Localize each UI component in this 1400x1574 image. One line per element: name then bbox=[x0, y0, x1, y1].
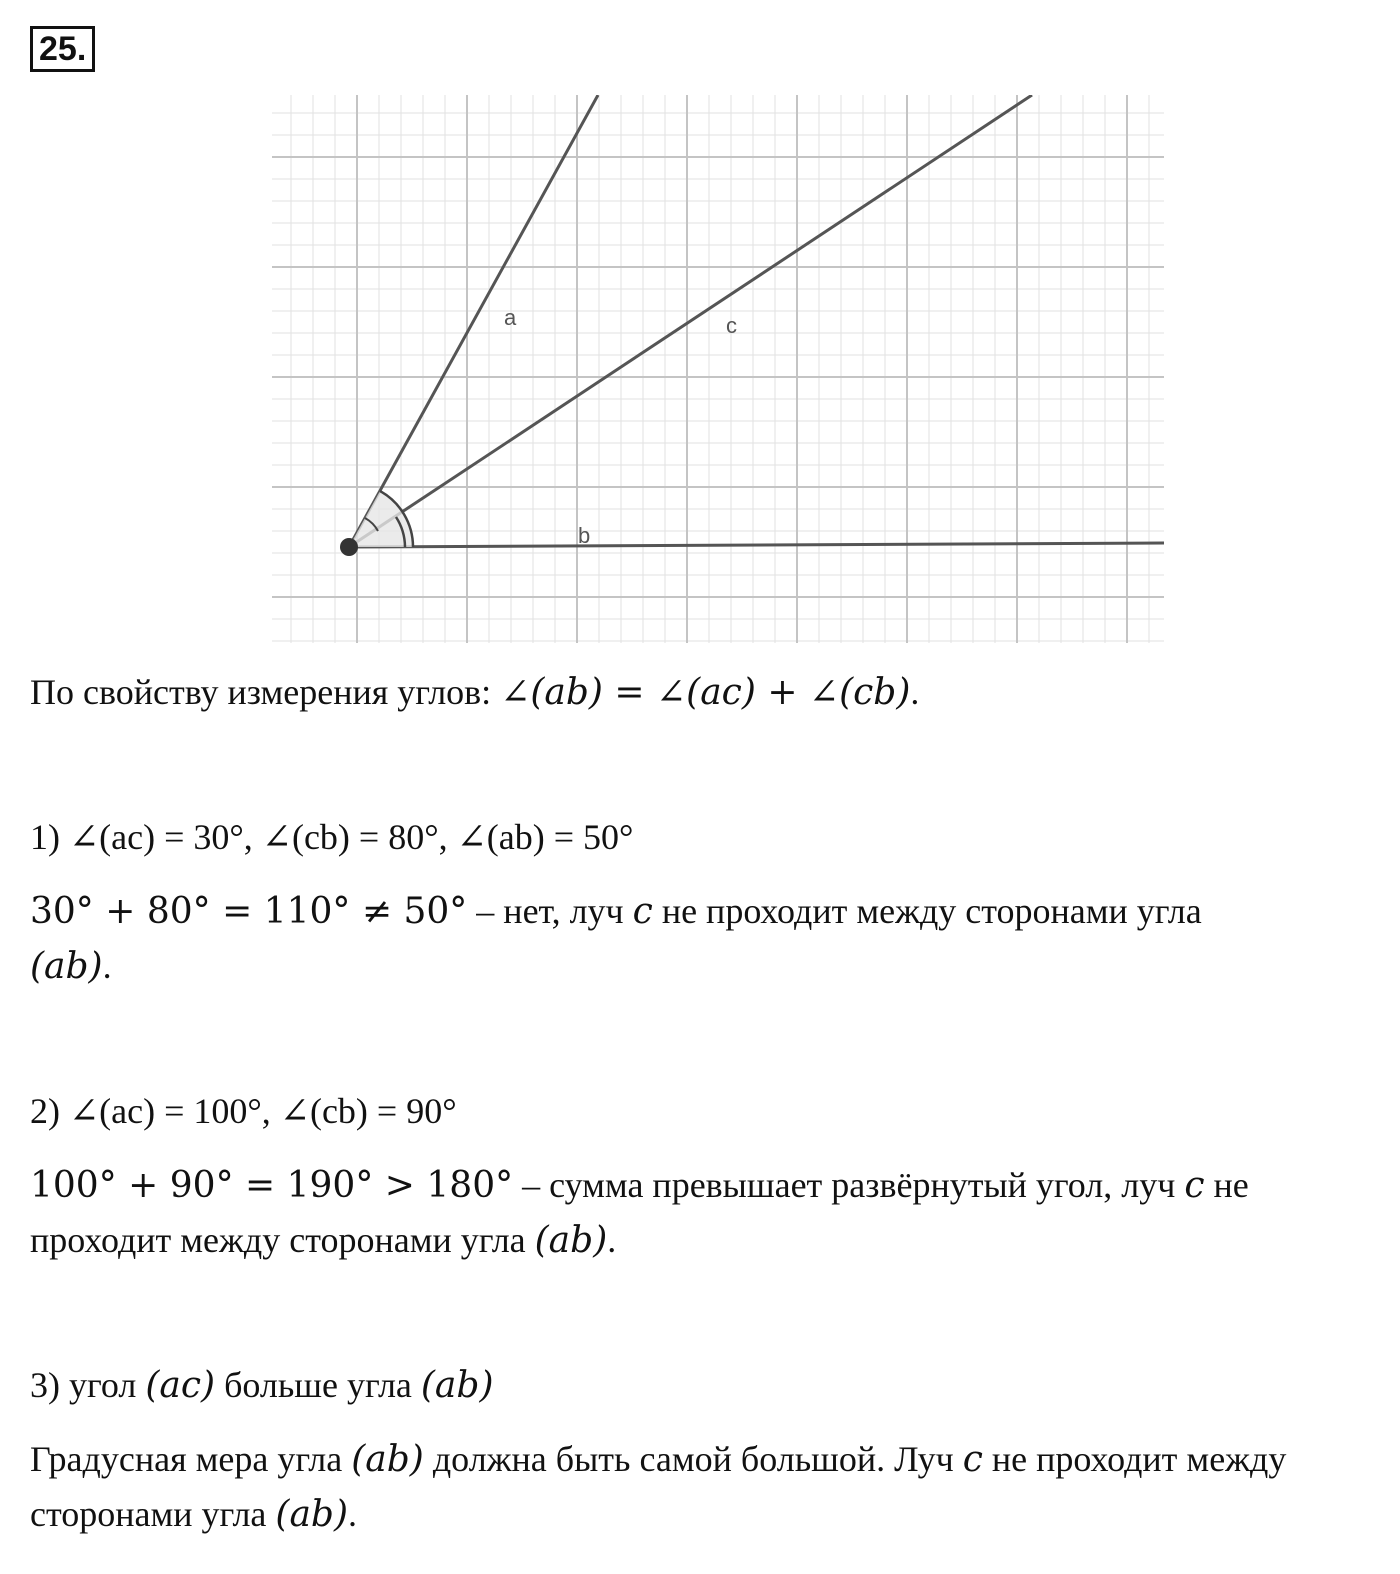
case1-text-b: не проходит между сторонами угла bbox=[652, 891, 1202, 931]
case2-text-b: не проходит между сторонами угла bbox=[30, 1165, 1249, 1260]
intro-line bbox=[30, 665, 1375, 720]
label-c: c bbox=[726, 313, 737, 338]
case2-given: 2) ∠(ac) = 100°, ∠(cb) = 90° bbox=[30, 1091, 457, 1131]
label-b: b bbox=[578, 523, 591, 548]
case1-angle: (ab) bbox=[30, 946, 103, 987]
case2-text-a: – сумма превышает развёрнутый угол, луч bbox=[513, 1165, 1185, 1205]
case3-middle: больше угла bbox=[215, 1365, 421, 1405]
case2-ray: c bbox=[1184, 1165, 1205, 1206]
ray-b bbox=[349, 543, 1164, 547]
problem-number: 25. bbox=[30, 26, 95, 72]
case1-given: 1) ∠(ac) = 30°, ∠(cb) = 80°, ∠(ab) = 50° bbox=[30, 817, 634, 857]
case3-text-c: не проходит между сторонами угла bbox=[30, 1439, 1287, 1534]
case1-calc: 30° + 80° = 110° ≠ 50° bbox=[30, 891, 468, 932]
ray-a bbox=[349, 95, 598, 547]
case3-prefix: 3) угол bbox=[30, 1365, 146, 1405]
intro-text: По свойству измерения углов: bbox=[30, 672, 501, 712]
vertex-point bbox=[340, 538, 358, 556]
case3-text-a: Градусная мера угла bbox=[30, 1439, 352, 1479]
case2-calc: 100° + 90° = 190° > 180° bbox=[30, 1165, 514, 1206]
minor-grid bbox=[272, 95, 1164, 643]
case1-explanation bbox=[30, 884, 1375, 994]
case3-angle3: (ab) bbox=[351, 1439, 424, 1480]
intro-formula: ∠(ab) = ∠(ac) + ∠(cb) bbox=[500, 672, 911, 713]
case2-end: . bbox=[607, 1220, 617, 1260]
case3-end: . bbox=[348, 1494, 358, 1534]
case3-angle4: (ab) bbox=[275, 1494, 349, 1535]
case1-end: . bbox=[102, 946, 112, 986]
label-a: a bbox=[504, 305, 517, 330]
case2-explanation bbox=[30, 1158, 1375, 1268]
case1-ray: c bbox=[632, 891, 653, 932]
case3-ray: c bbox=[962, 1439, 983, 1480]
case3-angle1: (ac) bbox=[145, 1365, 216, 1406]
case3-text-b: должна быть самой большой. Луч bbox=[423, 1439, 963, 1479]
intro-end: . bbox=[910, 672, 920, 712]
case3-given bbox=[30, 1358, 1375, 1413]
case2-angle: (ab) bbox=[534, 1220, 608, 1261]
ray-c bbox=[349, 95, 1032, 547]
case3-explanation bbox=[30, 1432, 1375, 1542]
case1-text-a: – нет, луч bbox=[467, 891, 633, 931]
case3-angle2: (ab) bbox=[420, 1365, 494, 1406]
angle-figure bbox=[272, 95, 1164, 643]
major-grid bbox=[272, 95, 1164, 643]
